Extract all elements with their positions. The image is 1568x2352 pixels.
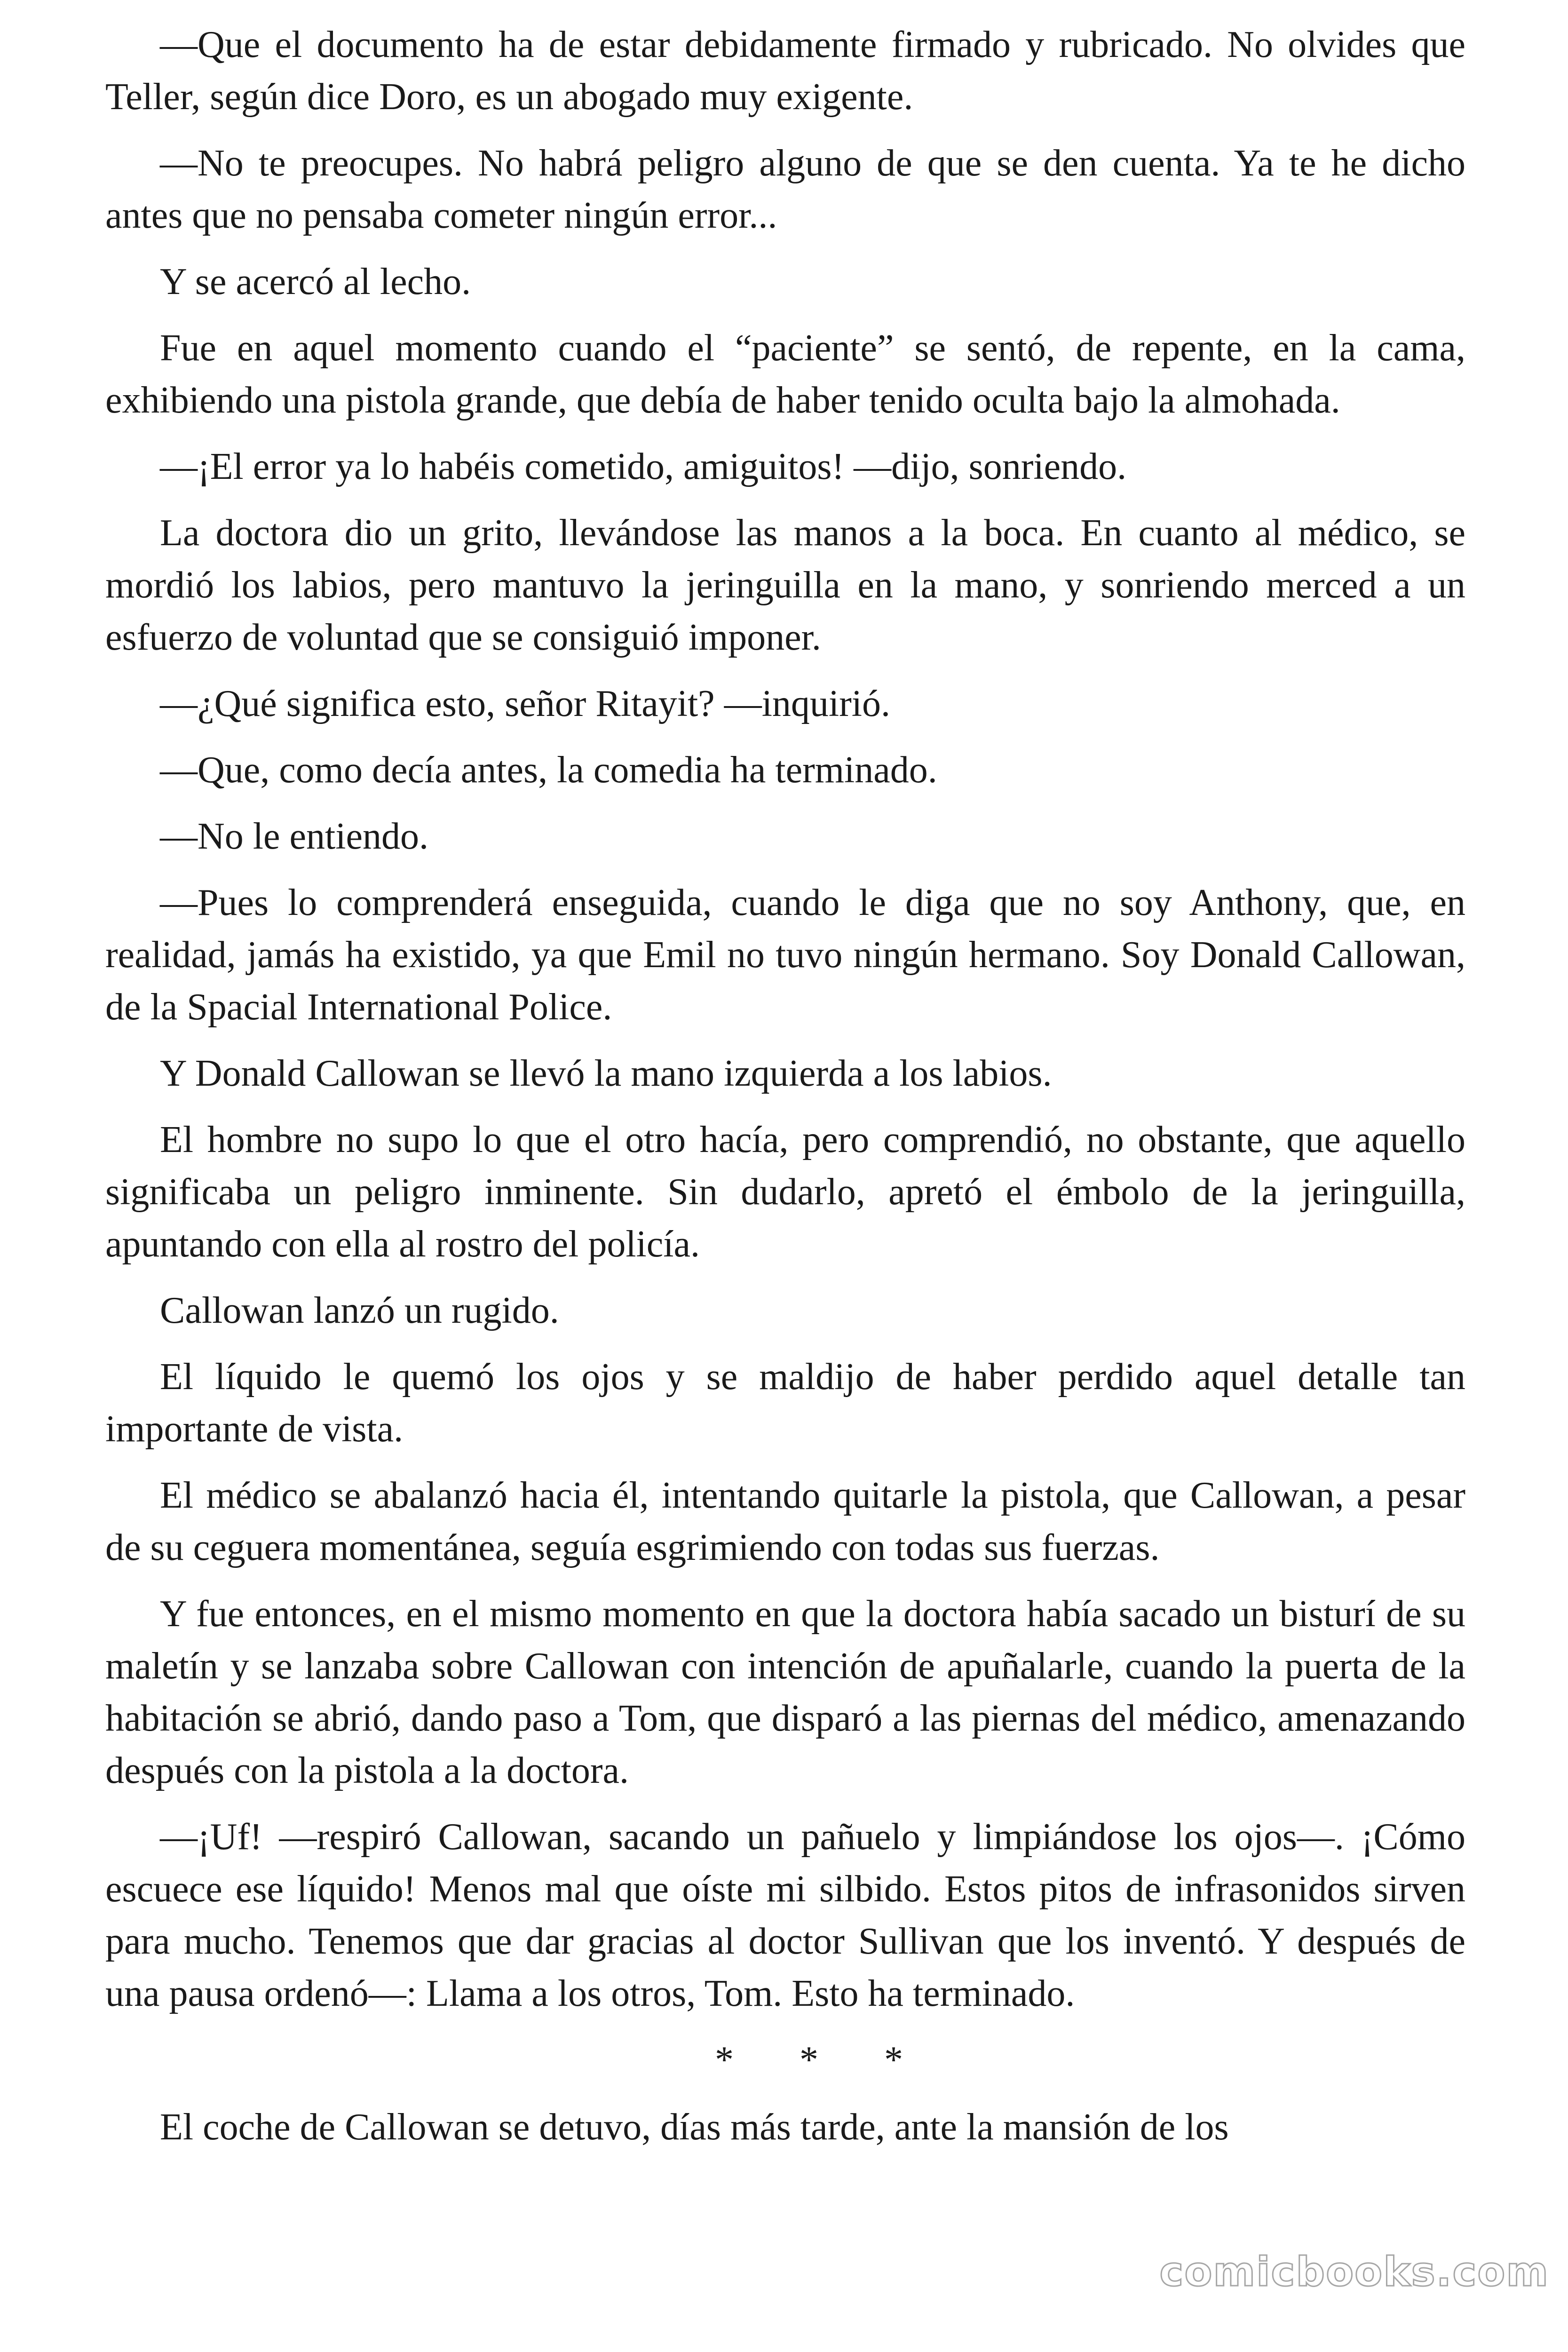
watermark-logo: comicbooks.com [1159, 2249, 1549, 2296]
paragraph-12: El hombre no supo lo que el otro hacía, pero comprendió, no obstante, que aquello significaba un peligro inminente. Sin dudarlo, apretó el émbolo de la jeringuilla, apuntando con ella al rostro del policía. [105, 1119, 1465, 1265]
paragraph-9: —No le entiendo. [160, 816, 428, 857]
paragraph-6: La doctora dio un grito, llevándose las manos a la boca. En cuanto al médico, se mordió los labios, pero mantuvo la jeringuilla en la mano, y sonriendo merced a un esfuerzo de voluntad que se consiguió imponer. [105, 512, 1465, 658]
section-separator: * * * [715, 2039, 931, 2081]
paragraph-16: Y fue entonces, en el mismo momento en que la doctora había sacado un bisturí de su maletín y se lanzaba sobre Callowan con intención de apuñalarle, cuando la puerta de la habitación se abrió, dando paso a Tom, que disparó a las piernas del médico, amenazando después con la pistola a la doctora. [105, 1593, 1465, 1791]
paragraph-13: Callowan lanzó un rugido. [160, 1290, 559, 1331]
paragraph-5: —¡El error ya lo habéis cometido, amiguitos! —dijo, sonriendo. [160, 446, 1127, 487]
book-page [105, 19, 1465, 2153]
paragraph-3: Y se acercó al lecho. [160, 261, 471, 302]
paragraph-2: —No te preocupes. No habrá peligro alguno de que se den cuenta. Ya te he dicho antes que no pensaba cometer ningún error... [105, 143, 1465, 236]
paragraph-8: —Que, como decía antes, la comedia ha terminado. [160, 749, 937, 791]
paragraph-last: El coche de Callowan se detuvo, días más tarde, ante la mansión de los [160, 2106, 1229, 2148]
paragraph-1: —Que el documento ha de estar debidamente firmado y rubricado. No olvides que Teller, según dice Doro, es un abogado muy exigente. [105, 24, 1465, 118]
paragraph-7: —¿Qué significa esto, señor Ritayit? —inquirió. [160, 683, 891, 724]
paragraph-15: El médico se abalanzó hacia él, intentando quitarle la pistola, que Callowan, a pesar de su ceguera momentánea, seguía esgrimiendo con todas sus fuerzas. [105, 1475, 1465, 1568]
paragraph-11: Y Donald Callowan se llevó la mano izquierda a los labios. [160, 1053, 1052, 1094]
paragraph-10: —Pues lo comprenderá enseguida, cuando le diga que no soy Anthony, que, en realidad, jamás ha existido, ya que Emil no tuvo ningún hermano. Soy Donald Callowan, de la Spacial International Police. [105, 882, 1465, 1028]
paragraph-17: —¡Uf! —respiró Callowan, sacando un pañuelo y limpiándose los ojos—. ¡Cómo escuece ese líquido! Menos mal que oíste mi silbido. Estos pitos de infrasonidos sirven para mucho. Tenemos que dar gracias al doctor Sullivan que los inventó. Y después de una pausa ordenó—: Llama a los otros, Tom. Esto ha terminado. [105, 1816, 1465, 2014]
paragraph-4: Fue en aquel momento cuando el “paciente” se sentó, de repente, en la cama, exhibiendo una pistola grande, que debía de haber tenido oculta bajo la almohada. [105, 327, 1465, 421]
paragraph-14: El líquido le quemó los ojos y se maldijo de haber perdido aquel detalle tan importante de vista. [105, 1356, 1465, 1450]
